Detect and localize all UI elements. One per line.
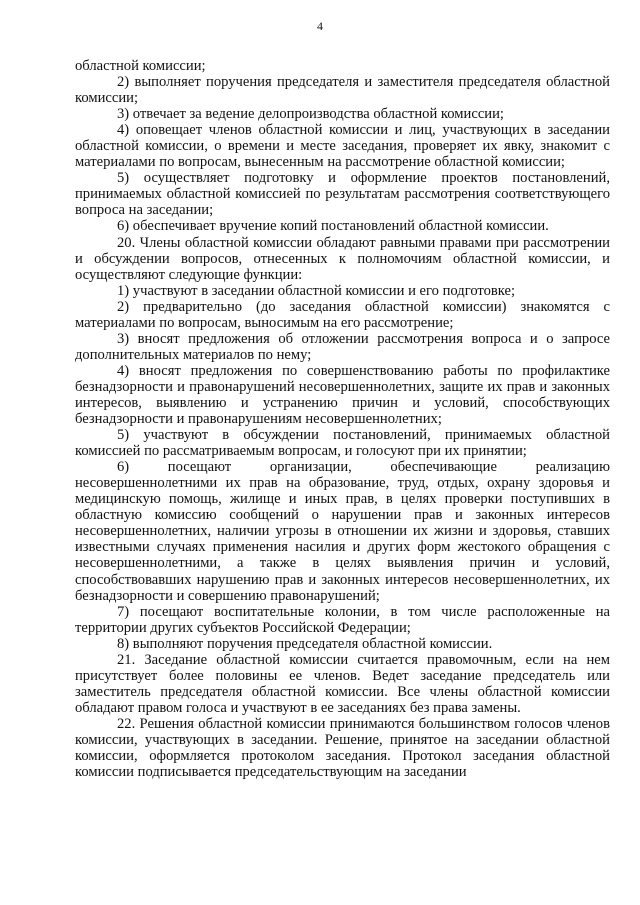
paragraph: 6) обеспечивает вручение копий постановлений областной комиссии. (117, 218, 549, 235)
paragraph: 8) выполняют поручения председателя областной комиссии. (117, 635, 493, 652)
paragraph: 3) вносят предложения об отложении рассмотрения вопроса и о запросе дополнительных материалов по нему; (75, 330, 610, 363)
document-body (75, 58, 610, 780)
paragraph: 5) осуществляет подготовку и оформление проектов постановлений, принимаемых областной комиссией по результатам рассмотрения соответствующего вопроса на заседании; (75, 170, 610, 219)
paragraph: 22. Решения областной комиссии принимаются большинством голосов членов комиссии, участвующих в заседании. Решение, принятое на заседании областной комиссии, оформляется протоколом заседания. Протокол заседания областной комиссии подписывается председательствующим на заседании (75, 715, 610, 781)
paragraph: 3) отвечает за ведение делопроизводства областной комиссии; (117, 106, 504, 123)
paragraph: 2) предварительно (до заседания областной комиссии) знакомятся с материалами по вопросам, выносимым на его рассмотрение; (75, 298, 610, 331)
paragraph: 4) оповещает членов областной комиссии и лиц, участвующих в заседании областной комиссии, о времени и месте заседания, проверяет их явку, знакомит с материалами по вопросам, вынесенным на рассмотрение областной комиссии; (75, 122, 610, 171)
paragraph: 2) выполняет поручения председателя и заместителя председателя областной комиссии; (75, 74, 610, 107)
paragraph: 21. Заседание областной комиссии считается правомочным, если на нем присутствует более половины ее членов. Ведет заседание председатель или заместитель председателя областной комиссии. Все члены областной комиссии обладают правом голоса и участвуют в ее заседаниях без права замены. (75, 651, 610, 716)
paragraph: 1) участвуют в заседании областной комиссии и его подготовке; (117, 282, 516, 299)
page-number: 4 (317, 19, 323, 33)
paragraph: 20. Члены областной комиссии обладают равными правами при рассмотрении и обсуждении вопросов, отнесенных к полномочиям областной комиссии, и осуществляют следующие функции: (75, 234, 610, 283)
paragraph: 5) участвуют в обсуждении постановлений, принимаемых областной комиссией по рассматриваемым вопросам, и голосуют при их принятии; (75, 427, 610, 460)
paragraph: 7) посещают воспитательные колонии, в том числе расположенные на территории других субъектов Российской Федерации; (75, 603, 610, 636)
paragraph: 4) вносят предложения по совершенствованию работы по профилактике безнадзорности и правонарушений несовершеннолетних, защите их прав и законных интересов, выявлению и устранению причин и условий, способствующих безнадзорности и правонарушениям несовершеннолетних; (75, 362, 610, 428)
paragraph: 6) посещают организации, обеспечивающие реализацию несовершеннолетними их прав на образование, труд, отдых, охрану здоровья и медицинскую помощь, жилище и иных прав, в целях проверки поступивших в областную комиссию сообщений о нарушении прав и законных интересов несовершеннолетних, наличии угрозы в отношении их жизни и здоровья, ставших известными случаях применения насилия и других форм жестокого обращения с несовершеннолетними, а также в целях выявления причин и условий, способствовавших нарушению прав и законных интересов несовершеннолетних, их безнадзорности и совершению правонарушений; (75, 459, 610, 604)
paragraph: областной комиссии; (75, 58, 206, 74)
